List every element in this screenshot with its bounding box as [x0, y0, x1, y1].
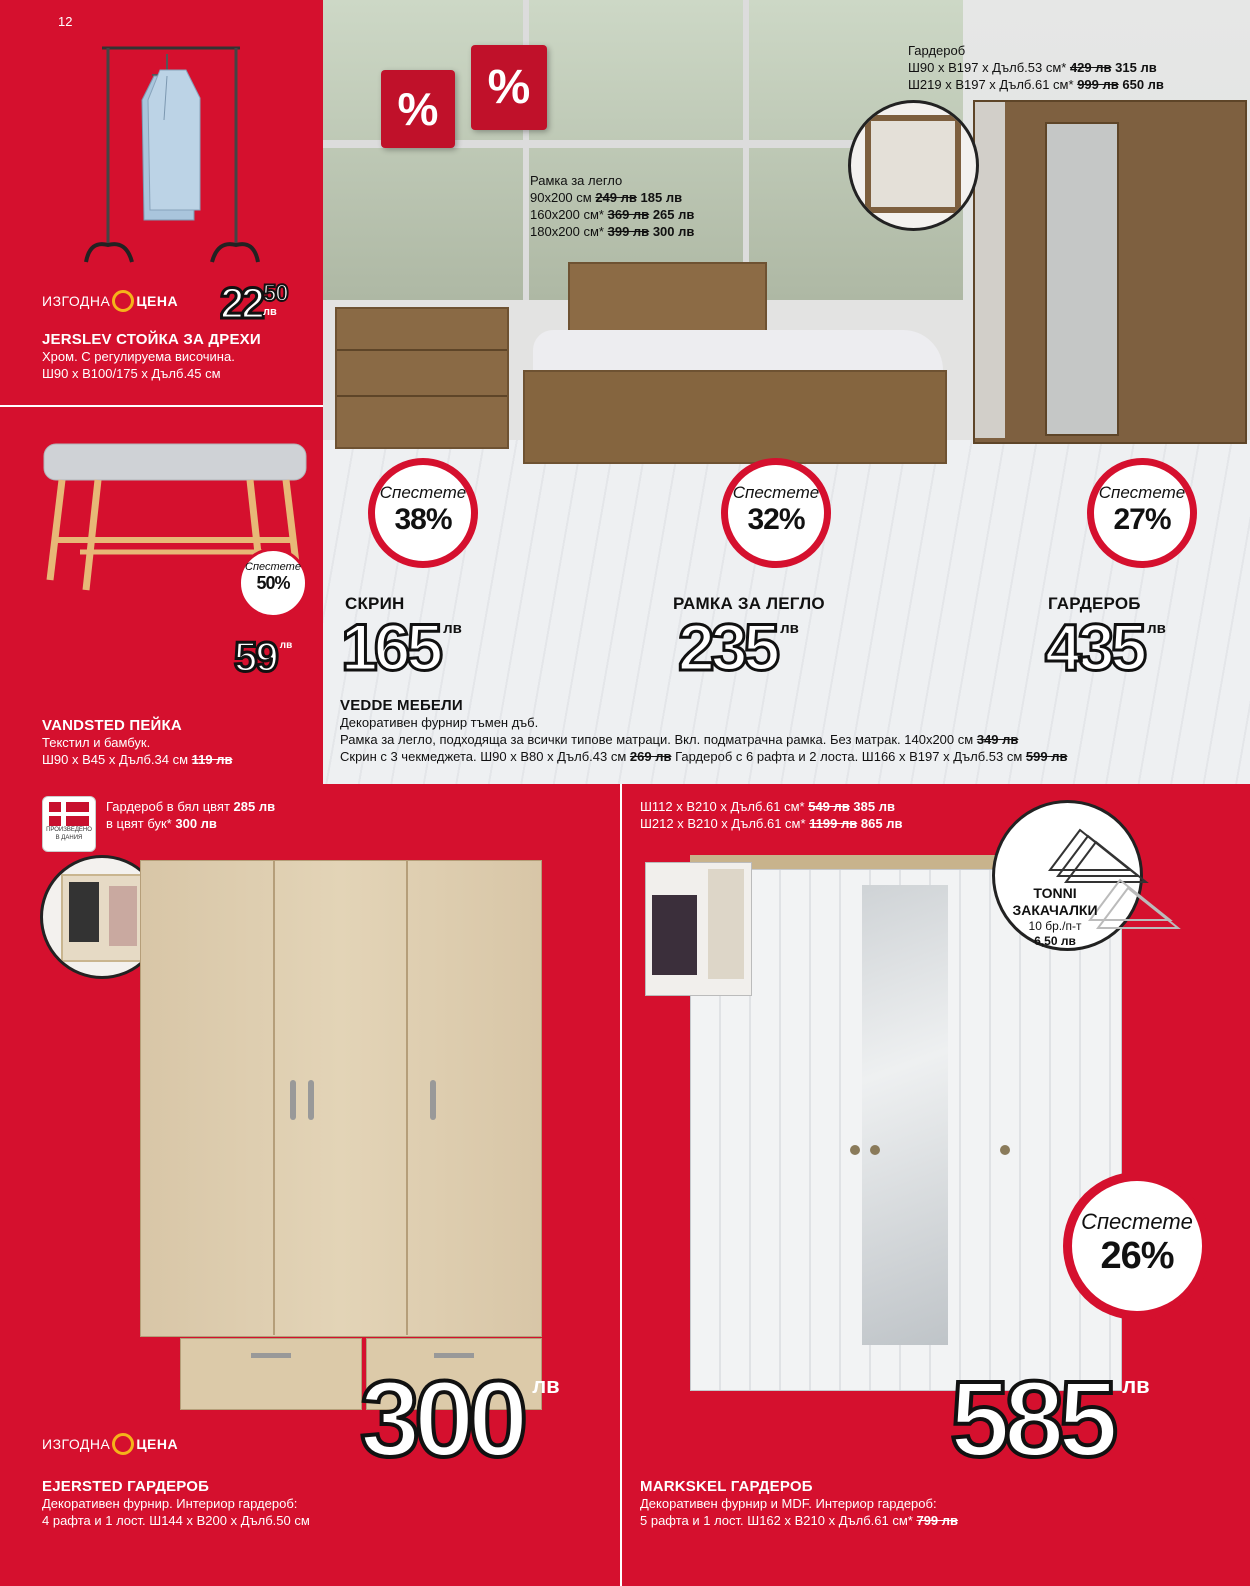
ejersted-price-value: 300: [360, 1358, 523, 1479]
wardrobe-new-2: 650 лв: [1122, 77, 1164, 92]
bed-new-2: 265 лв: [652, 207, 695, 222]
bed-price-value: 235: [678, 610, 777, 684]
markskel-line2: 5 рафта и 1 лост. Ш162 х В210 х Дълб.61 см*: [640, 1513, 913, 1528]
wardrobe-price-value: 435: [1045, 610, 1144, 684]
door-handle: [430, 1080, 436, 1120]
door-handle: [290, 1080, 296, 1120]
vandsted-line2: Ш90 х В45 х Дълб.34 см: [42, 752, 189, 767]
markskel-info: [640, 1478, 958, 1529]
markskel-variants: [640, 798, 902, 832]
markskel-price-unit: лв: [1122, 1373, 1150, 1398]
bed-size-2: 160x200 см*: [530, 207, 604, 222]
vandsted-title: VANDSTED ПЕЙКА: [42, 717, 182, 734]
percent-badge-1: %: [381, 70, 455, 148]
skrin-save-label: Спестете: [379, 483, 467, 502]
markskel-size-2: Ш212 х В210 х Дълб.61 см*: [640, 816, 806, 831]
wardrobe-image: [973, 100, 1247, 444]
bed-price: [678, 610, 799, 684]
dresser-image: [335, 307, 509, 449]
divider: [620, 784, 622, 1586]
skrin-price: [341, 610, 462, 684]
vandsted-price: [234, 633, 293, 680]
tonni-qty: 10 бр./п-т: [1028, 919, 1082, 933]
jerslev-price-int: 22: [220, 279, 261, 328]
markskel-save-pct: 26%: [1100, 1235, 1174, 1277]
vedde-line1: Декоративен фурнир тъмен дъб.: [340, 715, 539, 730]
vedde-line2: Рамка за легло, подходяща за всички типове матраци. Вкл. подматрачна рамка. Без матрак. 140x200 см: [340, 732, 974, 747]
jerslev-price-unit: лв: [262, 306, 277, 318]
wardrobe-save-pct: 27%: [1113, 503, 1171, 536]
bed-price-list: [530, 172, 694, 240]
vandsted-price-unit: лв: [279, 640, 293, 651]
bed-frame: [523, 370, 947, 464]
logo-ring-icon: [112, 290, 134, 312]
mirror-door: [862, 885, 948, 1345]
clothes-rack-image: [82, 40, 262, 275]
badge-text2: В ДАНИЯ: [55, 835, 83, 841]
markskel-size-1: Ш112 х В210 х Дълб.61 см*: [640, 799, 805, 814]
bargain-logo-2: [42, 1433, 178, 1455]
ejersted-variant1-price: 285 лв: [233, 799, 276, 814]
jerslev-line2: Ш90 х В100/175 х Дълб.45 см: [42, 366, 221, 381]
wardrobe-old-1: 429 лв: [1069, 60, 1112, 75]
vandsted-price-value: 59: [234, 633, 277, 680]
jerslev-price: [220, 279, 288, 328]
logo-part2: ЦЕНА: [136, 293, 179, 309]
markskel-interior-inset: [645, 862, 752, 996]
ejersted-wardrobe-image: [140, 860, 540, 1420]
markskel-title: MARKSKEL ГАРДЕРОБ: [640, 1478, 813, 1495]
percent-badge-2: %: [471, 45, 547, 130]
logo2-part1: ИЗГОДНА: [42, 1436, 111, 1452]
bed-old-2: 369 лв: [607, 207, 650, 222]
skrin-save-bubble: [368, 458, 478, 568]
skrin-price-value: 165: [341, 610, 440, 684]
page-number: 12: [58, 14, 73, 29]
bed-new-3: 300 лв: [652, 224, 695, 239]
ejersted-variants: [106, 798, 275, 832]
vedde-info: [340, 697, 1240, 765]
vedde-line3b: Гардероб с 6 рафта и 2 лоста. Ш166 х В197 х Дълб.53 см: [675, 749, 1023, 764]
markskel-new-1: 385 лв: [853, 799, 895, 814]
wardrobe-list-title: Гардероб: [908, 43, 966, 58]
skrin-save-pct: 38%: [394, 503, 452, 536]
bargain-logo: [42, 290, 178, 312]
vedde-photo: [323, 0, 1250, 784]
bed-old-3: 399 лв: [607, 224, 650, 239]
ejersted-line1: Декоративен фурнир. Интериор гардероб:: [42, 1496, 298, 1511]
markskel-price-value: 585: [950, 1358, 1113, 1479]
bed-old-1: 249 лв: [595, 190, 637, 205]
jerslev-info: [42, 331, 261, 382]
wardrobe-interior-inset: [848, 100, 979, 231]
bed-size-3: 180x200 см*: [530, 224, 604, 239]
skrin-name: СКРИН: [345, 594, 405, 613]
tonni-price: 6,50 лв: [1034, 934, 1076, 948]
wardrobe-size-1: Ш90 х В197 х Дълб.53 см*: [908, 60, 1067, 75]
bed-save-pct: 32%: [747, 503, 805, 536]
tonni-info: [1005, 885, 1105, 949]
drawer: [180, 1338, 362, 1410]
logo-ring-icon: [112, 1433, 134, 1455]
logo2-part2: ЦЕНА: [136, 1436, 179, 1452]
markskel-old-1: 549 лв: [808, 799, 850, 814]
bed-save-label: Спестете: [732, 483, 820, 502]
vandsted-save-pct: 50%: [256, 573, 290, 593]
wardrobe-old-2: 999 лв: [1077, 77, 1119, 92]
ejersted-variant2: в цвят бук*: [106, 816, 172, 831]
wardrobe-size-2: Ш219 х В197 х Дълб.61 см*: [908, 77, 1074, 92]
markskel-old-2: 1199 лв: [809, 816, 858, 831]
vandsted-info: [42, 717, 233, 768]
vedde-line3-old1: 269 лв: [629, 749, 672, 764]
markskel-line1: Декоративен фурнир и MDF. Интериор гардероб:: [640, 1496, 937, 1511]
ejersted-info: [42, 1478, 310, 1529]
bed-price-unit: лв: [780, 620, 799, 637]
ejersted-line2: 4 рафта и 1 лост. Ш144 х В200 х Дълб.50 см: [42, 1513, 310, 1528]
wardrobe-price: [1045, 610, 1166, 684]
markskel-save-label: Спестете: [1081, 1209, 1193, 1234]
vandsted-old-price: 119 лв: [191, 752, 233, 767]
danish-flag-icon: [49, 802, 89, 826]
wardrobe-price-unit: лв: [1147, 620, 1166, 637]
vandsted-line1: Текстил и бамбук.: [42, 735, 151, 750]
vandsted-save-bubble: [238, 548, 308, 618]
bed-size-1: 90x200 см: [530, 190, 592, 205]
tonni-title1: TONNI: [1033, 885, 1077, 901]
wardrobe-name: ГАРДЕРОБ: [1048, 594, 1141, 613]
jerslev-price-dec: 50: [262, 280, 288, 307]
ejersted-variant1: Гардероб в бял цвят: [106, 799, 230, 814]
bed-save-bubble: [721, 458, 831, 568]
markskel-old-price: 799 лв: [916, 1513, 959, 1528]
bed-name: РАМКА ЗА ЛЕГЛО: [673, 594, 825, 613]
tonni-title2: ЗАКАЧАЛКИ: [1012, 902, 1098, 918]
wardrobe-save-label: Спестете: [1098, 483, 1186, 502]
wardrobe-new-1: 315 лв: [1115, 60, 1157, 75]
wardrobe-save-bubble: [1087, 458, 1197, 568]
vandsted-save-label: Спестете: [245, 561, 301, 573]
wardrobe-price-list: [908, 42, 1164, 93]
bed-new-1: 185 лв: [640, 190, 683, 205]
jerslev-title: JERSLEV СТОЙКА ЗА ДРЕХИ: [42, 331, 261, 348]
door-knob: [870, 1145, 880, 1155]
door-handle: [308, 1080, 314, 1120]
ejersted-title: EJERSTED ГАРДЕРОБ: [42, 1478, 210, 1495]
divider: [0, 405, 323, 407]
vedde-line3-old2: 599 лв: [1025, 749, 1068, 764]
vedde-title: VEDDE МЕБЕЛИ: [340, 697, 463, 714]
markskel-save-bubble: [1063, 1172, 1211, 1320]
made-in-denmark-badge: [42, 796, 96, 852]
door-knob: [850, 1145, 860, 1155]
ejersted-variant2-price: 300 лв: [175, 816, 217, 831]
vedde-line2-old: 349 лв: [976, 732, 1019, 747]
badge-text1: ПРОИЗВЕДЕНО: [46, 827, 92, 833]
ejersted-price: [360, 1358, 560, 1479]
bed-list-title: Рамка за легло: [530, 173, 623, 188]
ejersted-price-unit: лв: [532, 1373, 560, 1398]
markskel-new-2: 865 лв: [860, 816, 903, 831]
jerslev-line1: Хром. С регулируема височина.: [42, 349, 235, 364]
logo-part1: ИЗГОДНА: [42, 293, 111, 309]
door-knob: [1000, 1145, 1010, 1155]
vedde-line3a: Скрин с 3 чекмеджета. Ш90 х В80 х Дълб.43 см: [340, 749, 627, 764]
skrin-price-unit: лв: [443, 620, 462, 637]
markskel-price: [950, 1358, 1150, 1479]
